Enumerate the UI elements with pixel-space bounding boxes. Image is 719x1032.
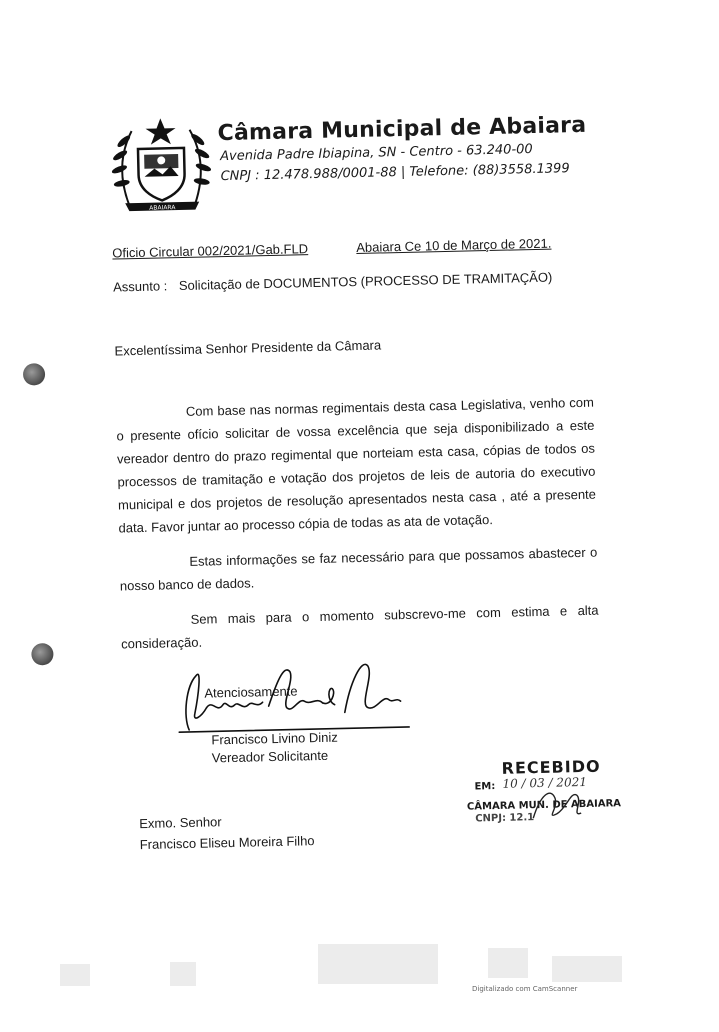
scanner-watermark: Digitalizado com CamScanner <box>472 985 578 993</box>
subject-label: Assunto : <box>112 278 168 295</box>
signer-role: Vereador Solicitante <box>211 747 329 766</box>
institution-address: Avenida Padre Ibiapina, SN - Centro - 63.240-00 <box>220 141 533 165</box>
stamp-initials <box>526 783 587 824</box>
letter-reference: Oficio Circular 002/2021/Gab.FLD <box>112 241 309 261</box>
bleed-through-mark <box>552 956 622 982</box>
body-paragraph: Com base nas normas regimentais desta casa Legislativa, venho com o presente ofício solicitar de vossa excelência que seja disponibilizado a este vereador dentro do prazo regimental que norteiam esta casa, cópias de todos os processos de tramitação e votação dos projetos de leis de autoria do executivo municipal e dos projetos de resolução apresentados nesta casa , até a presente data. Favor juntar ao processo cópia de todas as ata de votação. <box>116 394 597 536</box>
stamp-em-label: EM: <box>474 781 496 793</box>
signer-name: Francisco Livino Diniz <box>211 729 338 748</box>
bleed-through-mark <box>170 962 196 986</box>
seal-ribbon-text: ABAIARA <box>149 204 176 212</box>
punch-hole-bottom <box>31 643 53 665</box>
institution-contact: CNPJ : 12.478.988/0001-88 | Telefone: (88)3558.1399 <box>220 161 570 185</box>
addressee-salutation: Exmo. Senhor <box>139 814 222 832</box>
scan-fold-mask <box>0 852 719 1026</box>
stamp-org: CÂMARA MUN. DE ABAIARA <box>466 798 622 813</box>
handwritten-signature <box>171 651 413 736</box>
subject-text: Solicitação de DOCUMENTOS (PROCESSO DE TRAMITAÇÃO) <box>178 269 553 294</box>
bleed-through-mark <box>318 944 438 984</box>
body-paragraph: Estas informações se faz necessário para que possamos abastecer o nosso banco de dados. <box>119 544 598 594</box>
received-stamp <box>466 756 636 825</box>
municipal-seal-logo <box>109 115 213 215</box>
stamp-cnpj: CNPJ: 12.1 <box>475 812 535 825</box>
signer-block <box>211 729 338 768</box>
letter-place-date: Abaiara Ce 10 de Março de 2021. <box>356 235 552 256</box>
letter-subject <box>113 270 553 295</box>
letter-closing: Atenciosamente <box>204 683 298 701</box>
bleed-through-mark <box>488 948 528 978</box>
body-paragraph: Sem mais para o momento subscrevo-me com estima e alta consideração. <box>121 602 599 652</box>
letter-body <box>116 391 600 656</box>
punch-hole-top <box>23 363 45 385</box>
stamp-date: 10 / 03 / 2021 <box>502 774 588 791</box>
letter-salutation: Excelentíssima Senhor Presidente da Câmara <box>114 337 382 359</box>
addressee-name: Francisco Eliseu Moreira Filho <box>139 833 315 853</box>
stamp-title: RECEBIDO <box>501 756 601 778</box>
institution-name: Câmara Municipal de Abaiara <box>217 112 587 147</box>
bleed-through-mark <box>60 964 90 986</box>
